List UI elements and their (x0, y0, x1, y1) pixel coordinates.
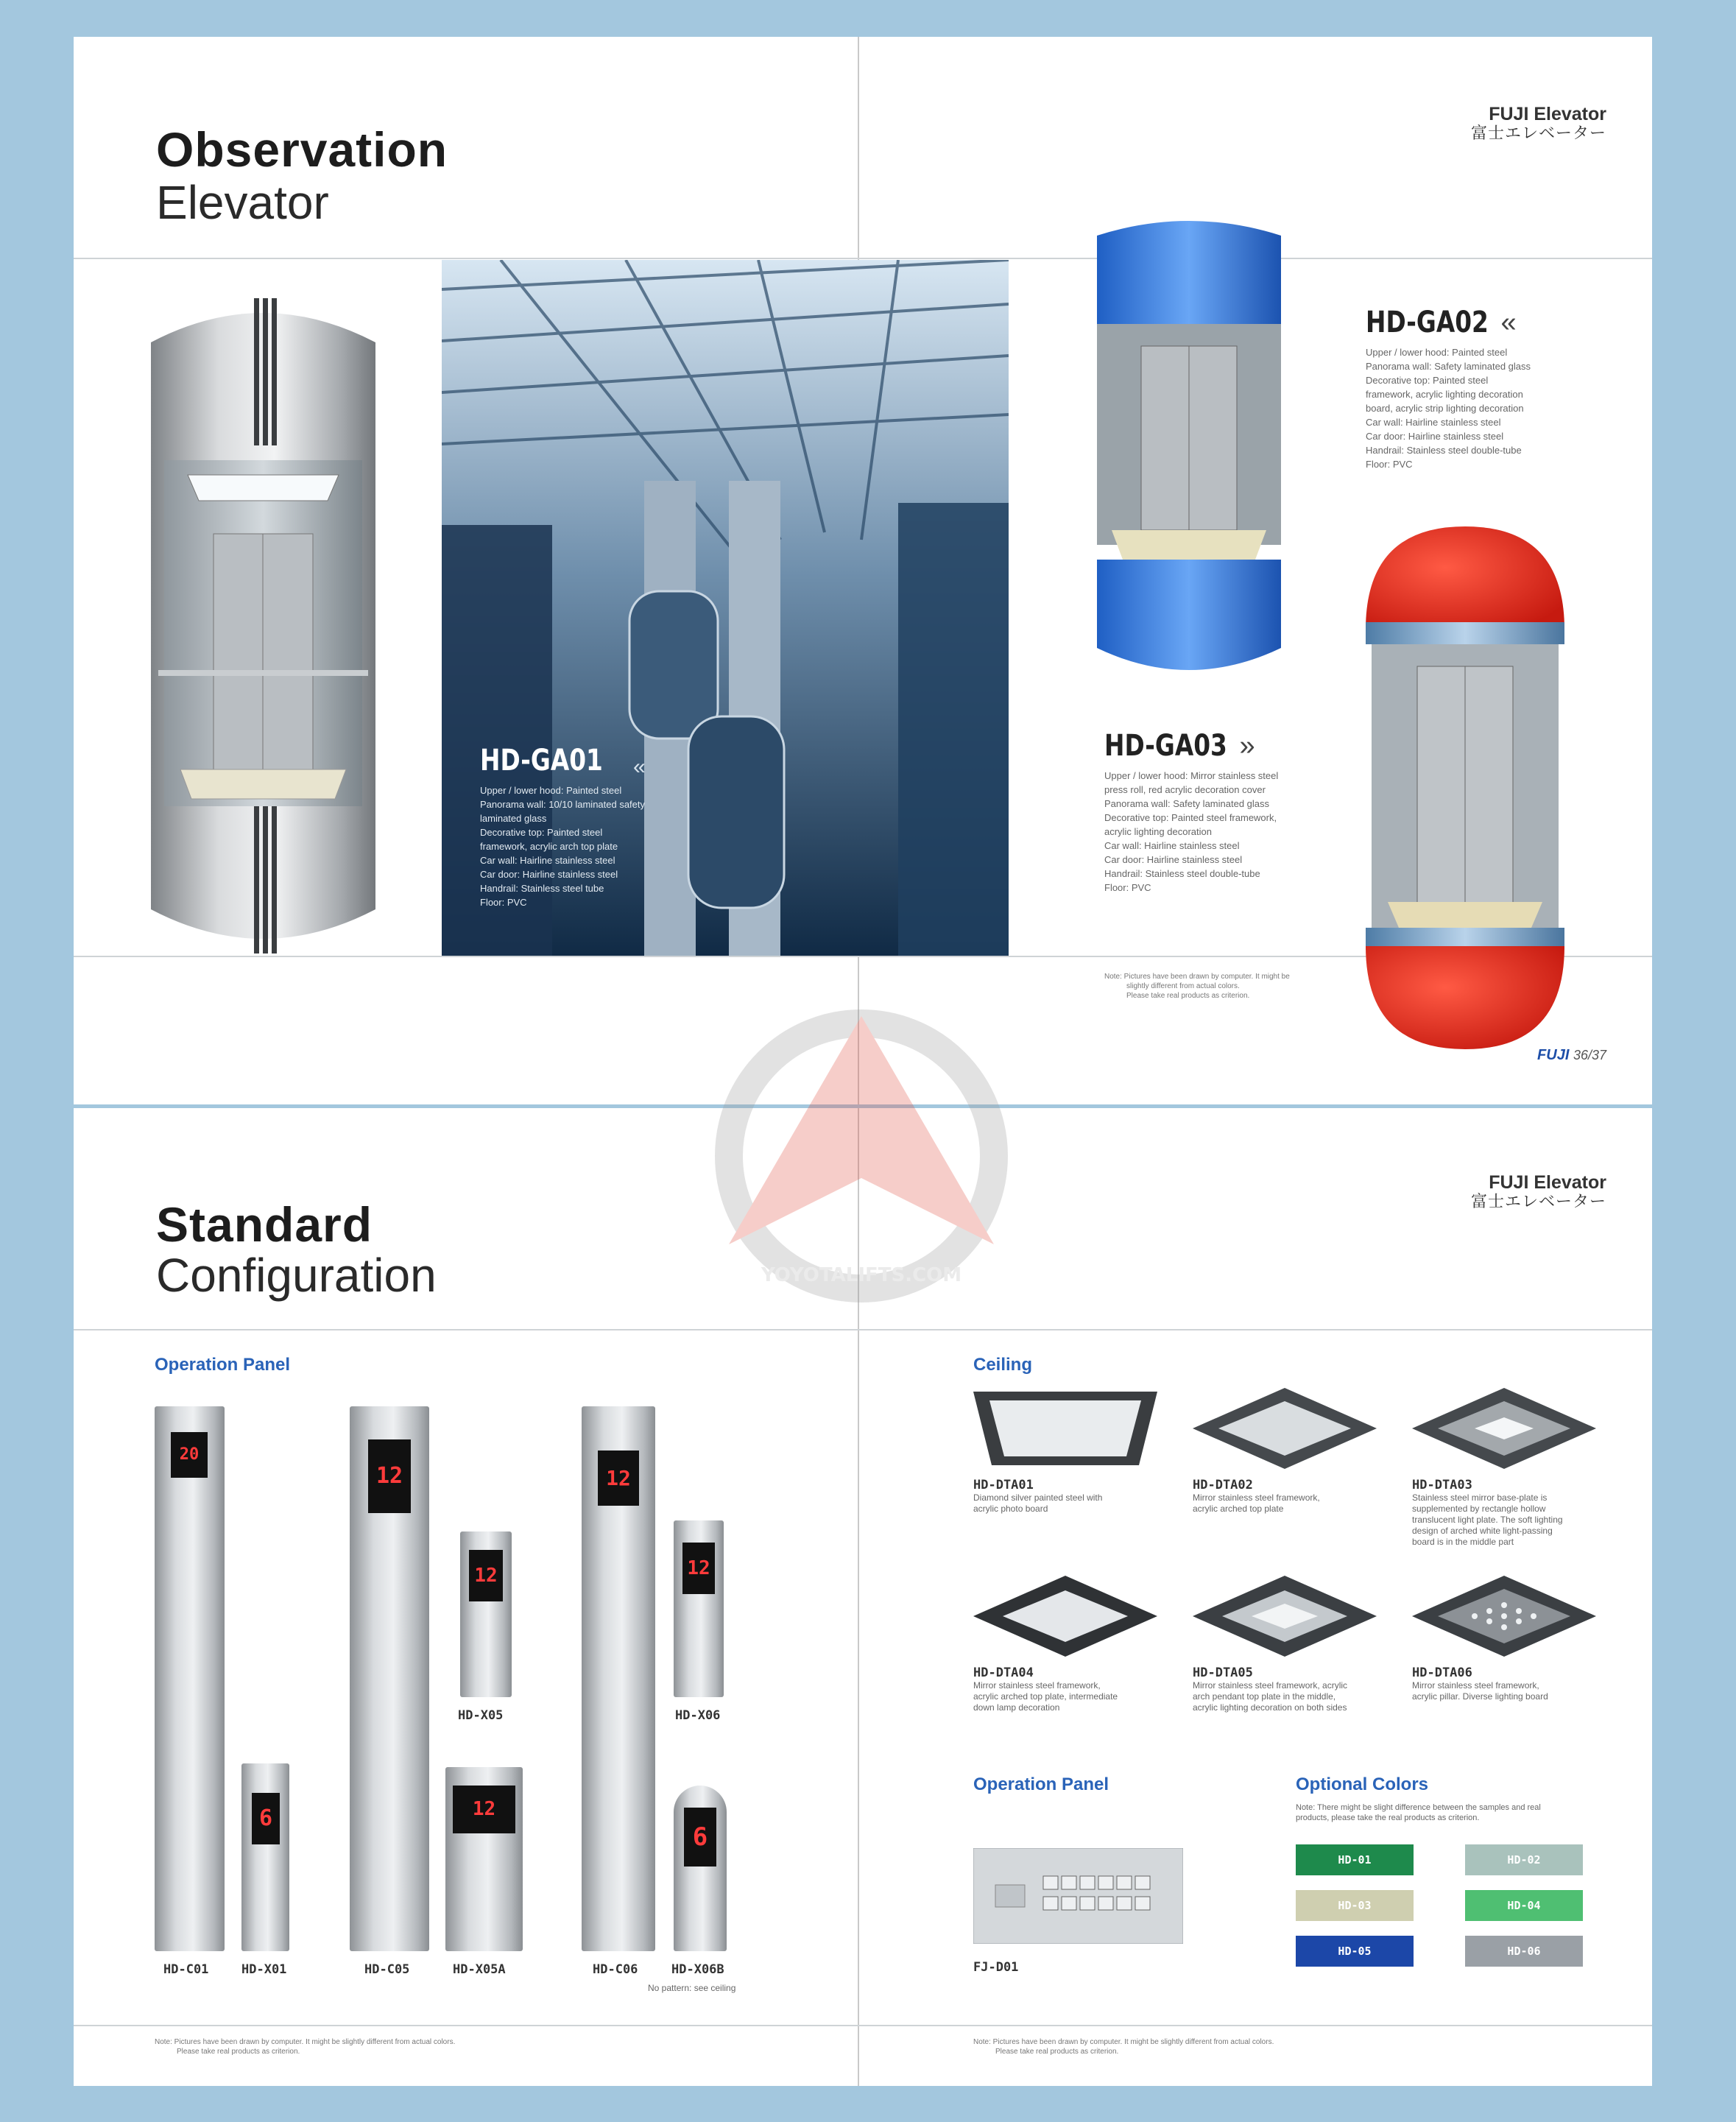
spec-line: laminated glass (480, 813, 547, 824)
ceiling-hd-dta03 (1412, 1478, 1596, 1548)
model-specs (1104, 769, 1318, 895)
panel-label: HD-X06B (671, 1962, 724, 1977)
model-name: HD-GA03 (1104, 729, 1227, 763)
page-number: 36/37 (1573, 1048, 1606, 1062)
spec-line: Decorative top: Painted steel framework, (1104, 812, 1277, 823)
panel-label: HD-X01 (241, 1962, 287, 1977)
model-specs (480, 783, 649, 909)
desc-line: acrylic arched top plate, intermediate (973, 1691, 1118, 1702)
ceiling-hd-dta01-image (973, 1392, 1157, 1469)
spec-line: Floor: PVC (1104, 882, 1151, 893)
spec-line: Handrail: Stainless steel double-tube (1366, 445, 1522, 456)
ceiling-code: HD-DTA06 (1412, 1665, 1472, 1680)
ceiling-hd-dta03-image (1412, 1388, 1596, 1469)
note-line: Please take real products as criterion. (1126, 992, 1250, 1000)
spec-line: Panorama wall: 10/10 laminated safety (480, 799, 646, 810)
desc-line: arch pendant top plate in the middle, (1193, 1691, 1336, 1702)
panel-fj-d01-image (973, 1848, 1183, 1944)
spec-line: framework, acrylic arch top plate (480, 841, 618, 852)
spec-line: Decorative top: Painted steel (480, 827, 603, 838)
desc-line: Mirror stainless steel framework, (1412, 1680, 1539, 1691)
ceiling-desc (973, 1492, 1157, 1515)
desc-line: board is in the middle part (1412, 1537, 1514, 1547)
panel-hd-x05a (445, 1767, 523, 1951)
panel-label: HD-X05A (453, 1962, 506, 1977)
floor-display: 20 (171, 1432, 208, 1478)
note-line: Please take real products as criterion. (995, 2048, 1119, 2056)
page-footer (1537, 1047, 1606, 1064)
color-swatch-hd-05: HD-05 (1296, 1936, 1414, 1967)
elevator-ga03-illustration (1366, 526, 1564, 1049)
color-swatch-hd-01: HD-01 (1296, 1844, 1414, 1875)
brand-name-jp: 富士エレベーター (1470, 1192, 1606, 1210)
note-line: Please take real products as criterion. (177, 2048, 300, 2056)
spec-line: Panorama wall: Safety laminated glass (1104, 798, 1270, 809)
panel-hd-c01 (155, 1406, 225, 1951)
color-swatch-hd-03: HD-03 (1296, 1890, 1414, 1921)
spec-line: Handrail: Stainless steel double-tube (1104, 868, 1260, 879)
panel-label: HD-C06 (593, 1962, 638, 1977)
operation-panel-title: Operation Panel (155, 1355, 291, 1375)
page-subtitle: Elevator (156, 176, 329, 229)
desc-line: down lamp decoration (973, 1702, 1060, 1713)
model-specs (1366, 345, 1564, 471)
ceiling-desc (1193, 1680, 1384, 1713)
model-name: HD-GA02 (1366, 306, 1489, 339)
spec-line: board, acrylic strip lighting decoration (1366, 403, 1524, 414)
chevron-left-icon: « (633, 755, 646, 779)
divider (74, 1329, 1652, 1330)
optional-colors-title: Optional Colors (1296, 1774, 1428, 1794)
footer-note-right (973, 2037, 1274, 2056)
divider (74, 258, 1652, 259)
desc-line: supplemented by rectangle hollow (1412, 1504, 1546, 1514)
colors-note (1296, 1802, 1541, 1823)
spec-line: Upper / lower hood: Painted steel (480, 785, 622, 796)
operation-panel-2-title: Operation Panel (973, 1774, 1109, 1794)
ceiling-desc (1412, 1680, 1596, 1702)
note-line: Note: Pictures have been drawn by computer. It might be (1104, 973, 1290, 981)
ceiling-code: HD-DTA05 (1193, 1665, 1253, 1680)
panel-label: HD-X05 (458, 1708, 504, 1723)
note-line: Note: Pictures have been drawn by computer. It might be slightly different from actual colors. (155, 2038, 456, 2046)
footer-brand: FUJI (1537, 1047, 1570, 1063)
spec-line: Decorative top: Painted steel (1366, 375, 1489, 386)
model-ga02 (1366, 306, 1564, 471)
chevron-right-icon: » (1239, 730, 1255, 761)
desc-line: acrylic lighting decoration on both sides (1193, 1702, 1347, 1713)
panel-label: HD-C01 (163, 1962, 209, 1977)
spec-line: Floor: PVC (1366, 459, 1413, 470)
model-ga01 (480, 744, 649, 909)
disclaimer-note (1104, 972, 1290, 1001)
ceiling-hd-dta06-image (1412, 1576, 1596, 1657)
ceiling-hd-dta04-image (973, 1576, 1157, 1657)
ceiling-code: HD-DTA02 (1193, 1478, 1253, 1492)
spec-line: Car wall: Hairline stainless steel (1366, 417, 1501, 428)
spec-line: framework, acrylic lighting decoration (1366, 389, 1523, 400)
spec-line: Car wall: Hairline stainless steel (1104, 840, 1240, 851)
spec-line: Car wall: Hairline stainless steel (480, 855, 615, 866)
panel-hd-c06 (582, 1406, 655, 1951)
spec-line: Car door: Hairline stainless steel (1366, 431, 1504, 442)
note-line: products, please take the real products as criterion. (1296, 1813, 1480, 1822)
panel-label: HD-C05 (364, 1962, 410, 1977)
watermark-logo (685, 994, 1038, 1303)
ceiling-code: HD-DTA04 (973, 1665, 1034, 1680)
spec-line: acrylic lighting decoration (1104, 826, 1212, 837)
page-title: Observation (156, 122, 448, 177)
chevron-left-icon: « (1500, 306, 1517, 338)
floor-display: 6 (684, 1808, 716, 1867)
floor-display: 12 (368, 1439, 411, 1513)
ceiling-hd-dta05 (1193, 1665, 1384, 1713)
spec-line: Upper / lower hood: Mirror stainless steel (1104, 770, 1279, 781)
floor-display: 6 (252, 1793, 280, 1844)
desc-line: Stainless steel mirror base-plate is (1412, 1492, 1548, 1503)
panel-hd-x01 (241, 1763, 289, 1951)
panel-label: FJ-D01 (973, 1960, 1019, 1975)
ceiling-hd-dta01 (973, 1478, 1157, 1515)
brand-name: FUJI Elevator (1489, 1172, 1606, 1193)
brand-name-jp: 富士エレベーター (1470, 124, 1606, 142)
desc-line: design of arched white light-passing (1412, 1526, 1553, 1536)
ceiling-code: HD-DTA01 (973, 1478, 1034, 1492)
brand-logo (1471, 105, 1606, 143)
ceiling-desc (1193, 1492, 1377, 1515)
floor-display: 12 (598, 1450, 639, 1506)
floor-display: 12 (682, 1543, 715, 1594)
spec-line: Car door: Hairline stainless steel (1104, 854, 1243, 865)
panel-hd-c05 (350, 1406, 429, 1951)
ceiling-hd-dta02-image (1193, 1388, 1377, 1469)
panel-label: HD-X06 (675, 1708, 721, 1723)
ceiling-hd-dta06 (1412, 1665, 1596, 1702)
note-line: slightly different from actual colors. (1126, 982, 1240, 990)
spec-line: Upper / lower hood: Painted steel (1366, 347, 1508, 358)
panel-caption: No pattern: see ceiling (648, 1983, 736, 1993)
color-swatch-hd-04: HD-04 (1465, 1890, 1583, 1921)
spec-line: Floor: PVC (480, 897, 527, 908)
ceiling-title: Ceiling (973, 1355, 1033, 1375)
elevator-ga02-illustration (1097, 206, 1281, 692)
panel-hd-x06 (674, 1520, 724, 1697)
note-line: Note: There might be slight difference between the samples and real (1296, 1803, 1541, 1812)
brand-logo (1471, 1173, 1606, 1211)
ceiling-hd-dta02 (1193, 1478, 1377, 1515)
floor-display: 12 (453, 1786, 515, 1833)
divider (74, 2025, 1652, 2026)
desc-line: Mirror stainless steel framework, (1193, 1492, 1320, 1503)
ceiling-code: HD-DTA03 (1412, 1478, 1472, 1492)
note-line: Note: Pictures have been drawn by computer. It might be slightly different from actual colors. (973, 2038, 1274, 2046)
page-title: Standard (156, 1197, 373, 1252)
elevator-ga01-illustration (151, 298, 375, 954)
floor-display: 12 (469, 1550, 503, 1601)
ceiling-desc (1412, 1492, 1596, 1548)
desc-line: Diamond silver painted steel with (973, 1492, 1103, 1503)
panel-hd-x06b (674, 1786, 727, 1951)
spec-line: Car door: Hairline stainless steel (480, 869, 618, 880)
spec-line: Handrail: Stainless steel tube (480, 883, 604, 894)
ceiling-hd-dta05-image (1193, 1576, 1377, 1657)
page-subtitle: Configuration (156, 1249, 437, 1302)
panel-hd-x05 (460, 1531, 512, 1697)
desc-line: Mirror stainless steel framework, (973, 1680, 1101, 1691)
ceiling-desc (973, 1680, 1157, 1713)
desc-line: acrylic arched top plate (1193, 1504, 1284, 1514)
observation-elevator-spread (74, 37, 1652, 1104)
desc-line: Mirror stainless steel framework, acrylic (1193, 1680, 1348, 1691)
model-name: HD-GA01 (480, 744, 603, 778)
color-swatch-hd-06: HD-06 (1465, 1936, 1583, 1967)
desc-line: acrylic pillar. Diverse lighting board (1412, 1691, 1548, 1702)
watermark-text: YOYOTALIFTS.COM (761, 1264, 962, 1286)
footer-note-left (155, 2037, 455, 2056)
color-swatch-hd-02: HD-02 (1465, 1844, 1583, 1875)
spec-line: Panorama wall: Safety laminated glass (1366, 361, 1531, 372)
desc-line: translucent light plate. The soft lighting (1412, 1515, 1563, 1525)
brand-name: FUJI Elevator (1489, 104, 1606, 124)
desc-line: acrylic photo board (973, 1504, 1048, 1514)
ceiling-hd-dta04 (973, 1665, 1157, 1713)
model-ga03 (1104, 729, 1318, 895)
spec-line: press roll, red acrylic decoration cover (1104, 784, 1266, 795)
